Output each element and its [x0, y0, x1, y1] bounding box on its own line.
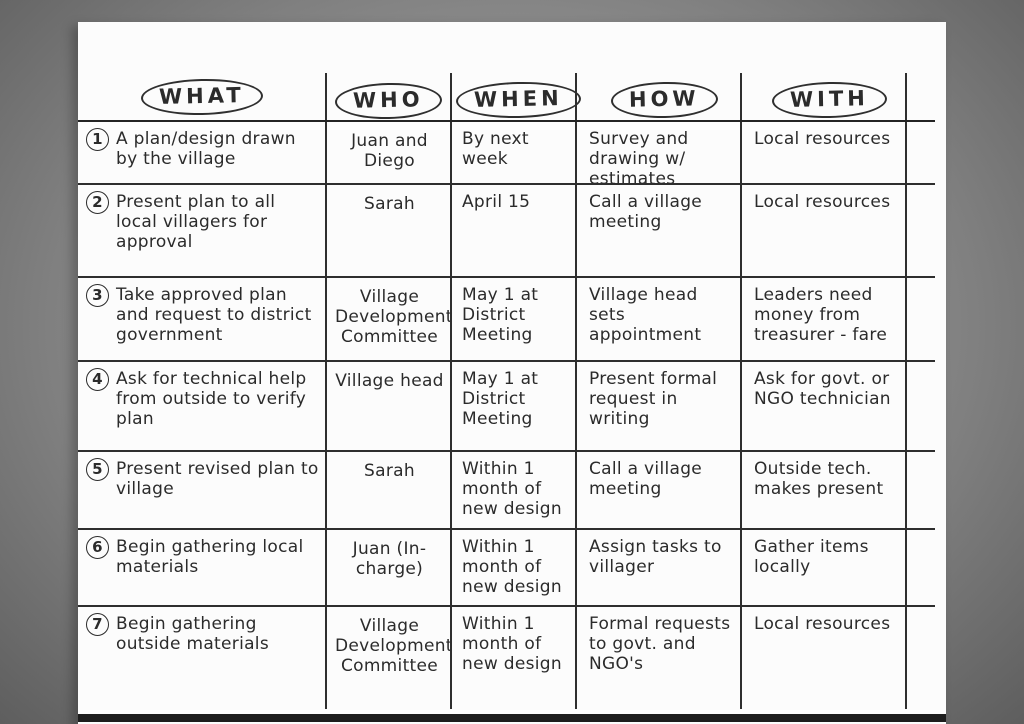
table-row: [78, 185, 935, 278]
table-header-row: [78, 73, 935, 122]
cell-with: Local resources: [740, 607, 905, 709]
cell-who: Juan (In-charge): [325, 530, 450, 605]
row-number: 4: [86, 368, 109, 391]
cell-when: Within 1 month of new design: [450, 530, 575, 605]
row-number: 3: [86, 284, 109, 307]
header-what: [78, 73, 325, 120]
cell-how: Formal requests to govt. and NGO's: [575, 607, 740, 709]
cell-who: Juan and Diego: [325, 122, 450, 183]
cell-who: Village head: [325, 362, 450, 450]
cell-how: Survey and drawing w/ estimates: [575, 122, 740, 183]
cell-margin: [905, 607, 935, 709]
row-number: 1: [86, 128, 109, 151]
cell-margin: [905, 278, 935, 360]
what-text: Begin gathering outside materials: [116, 614, 269, 655]
table-row: [78, 122, 935, 190]
cell-margin: [905, 185, 935, 276]
header-who-oval: WHO: [335, 82, 442, 120]
header-margin: [905, 73, 935, 120]
cell-who: Village Development Committee: [325, 278, 450, 360]
what-text: Present revised plan to village: [116, 459, 319, 500]
cell-who: Village Development Committee: [325, 607, 450, 709]
what-text: Begin gathering local materials: [116, 537, 304, 578]
cell-what: [78, 278, 325, 360]
cell-when: Within 1 month of new design: [450, 452, 575, 528]
cell-who: Sarah: [325, 452, 450, 528]
cell-what: [78, 122, 325, 183]
header-how: [575, 73, 740, 120]
whiteboard-page: [78, 22, 946, 724]
cell-when: May 1 at District Meeting: [450, 278, 575, 360]
table-row: [78, 452, 935, 530]
cell-with: Outside tech. makes present: [740, 452, 905, 528]
cell-when: Within 1 month of new design: [450, 607, 575, 709]
scan-edge-strip: [78, 714, 946, 722]
cell-how: Call a village meeting: [575, 185, 740, 276]
cell-when: April 15: [450, 185, 575, 276]
cell-with: Local resources: [740, 185, 905, 276]
cell-margin: [905, 452, 935, 528]
table-row: [78, 607, 935, 709]
table-row: [78, 278, 935, 362]
cell-who: Sarah: [325, 185, 450, 276]
what-text: Take approved plan and request to district government: [116, 285, 312, 346]
cell-with: Ask for govt. or NGO technician: [740, 362, 905, 450]
cell-how: Assign tasks to villager: [575, 530, 740, 605]
what-text: Ask for technical help from outside to verify plan: [116, 369, 307, 430]
cell-margin: [905, 122, 935, 183]
cell-how: Present formal request in writing: [575, 362, 740, 450]
header-with-oval: WITH: [772, 81, 888, 119]
cell-with: Leaders need money from treasurer - fare: [740, 278, 905, 360]
what-text: Present plan to all local villagers for approval: [116, 192, 276, 253]
cell-what: [78, 362, 325, 450]
cell-how: Call a village meeting: [575, 452, 740, 528]
header-when: [450, 73, 575, 120]
cell-margin: [905, 530, 935, 605]
planning-table: [78, 73, 935, 709]
row-number: 2: [86, 191, 109, 214]
row-number: 7: [86, 613, 109, 636]
what-text: A plan/design drawn by the village: [116, 129, 296, 170]
header-when-oval: WHEN: [456, 81, 581, 120]
header-how-oval: HOW: [611, 81, 718, 119]
cell-margin: [905, 362, 935, 450]
header-who: [325, 73, 450, 120]
row-number: 5: [86, 458, 109, 481]
cell-with: Gather items locally: [740, 530, 905, 605]
cell-when: May 1 at District Meeting: [450, 362, 575, 450]
cell-what: [78, 607, 325, 709]
cell-when: By next week: [450, 122, 575, 183]
cell-with: Local resources: [740, 122, 905, 183]
cell-how: Village head sets appointment: [575, 278, 740, 360]
row-number: 6: [86, 536, 109, 559]
table-row: [78, 530, 935, 607]
cell-what: [78, 452, 325, 528]
header-with: [740, 73, 905, 120]
cell-what: [78, 185, 325, 276]
table-row: [78, 362, 935, 452]
header-what-oval: WHAT: [140, 77, 262, 116]
cell-what: [78, 530, 325, 605]
